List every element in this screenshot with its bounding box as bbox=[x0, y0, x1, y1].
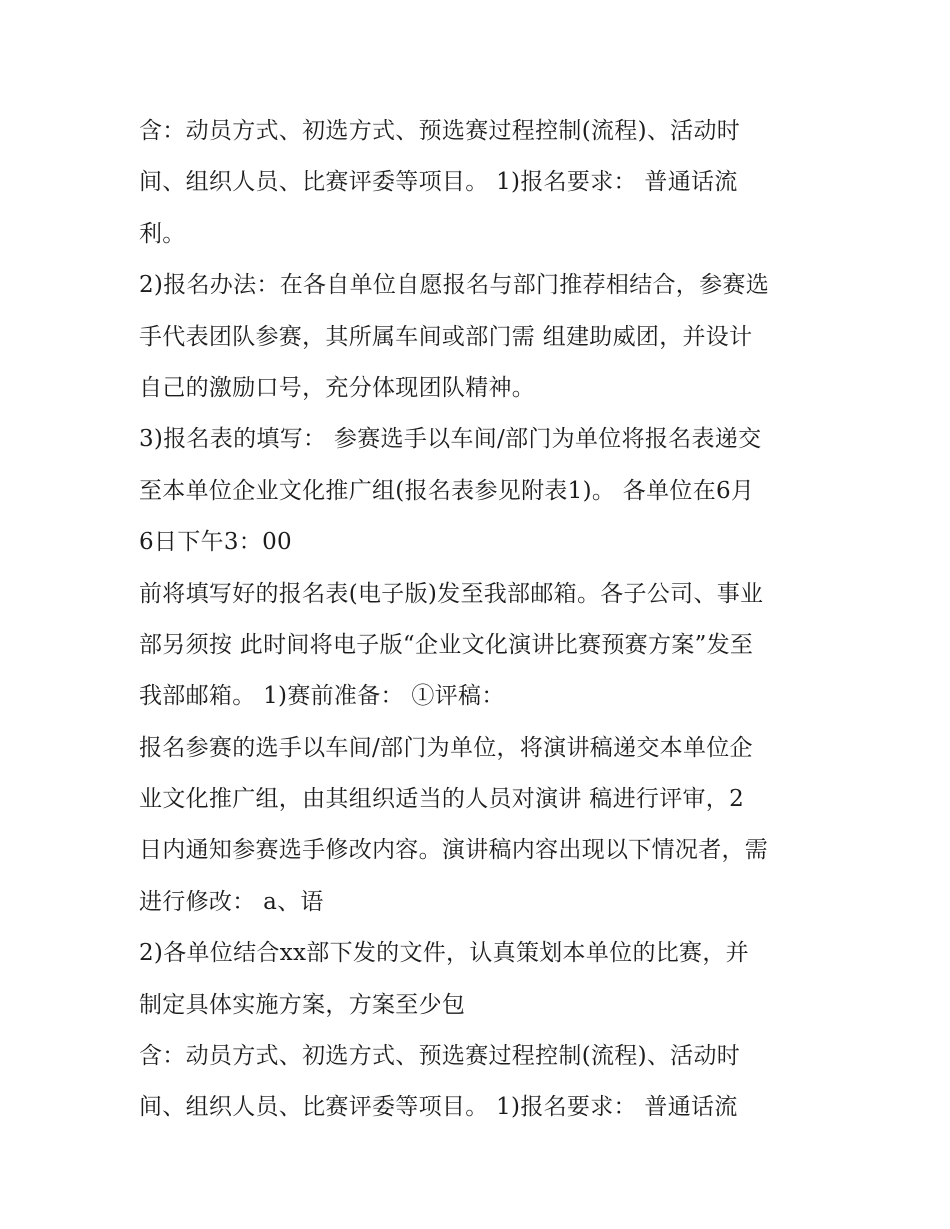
text-line: 3)报名表的填写： 参赛选手以车间/部门为单位将报名表递交 bbox=[139, 426, 762, 453]
text-line: 含：动员方式、初选方式、预选赛过程控制(流程)、活动时 bbox=[139, 1043, 741, 1070]
text-line: 间、组织人员、比赛评委等项目。 1)报名要求： 普通话流 bbox=[139, 169, 738, 196]
text-line: 间、组织人员、比赛评委等项目。 1)报名要求： 普通话流 bbox=[139, 1094, 738, 1121]
text-line: 至本单位企业文化推广组(报名表参见附表1)。 各单位在6月 bbox=[139, 477, 755, 504]
text-line: 部另须按 此时间将电子版“企业文化演讲比赛预赛方案”发至 bbox=[139, 631, 754, 658]
text-line: 利。 bbox=[139, 220, 186, 247]
text-line: 报名参赛的选手以车间/部门为单位，将演讲稿递交本单位企 bbox=[139, 734, 753, 761]
text-line: 自己的激励口号，充分体现团队精神。 bbox=[139, 374, 536, 401]
document-body bbox=[139, 106, 829, 1134]
text-line: 6日下午3：00 bbox=[139, 529, 292, 556]
text-line: 业文化推广组，由其组织适当的人员对演讲 稿进行评审，2 bbox=[139, 786, 745, 813]
text-line: 制定具体实施方案，方案至少包 bbox=[139, 991, 466, 1018]
text-line: 日内通知参赛选手修改内容。演讲稿内容出现以下情况者，需 bbox=[139, 837, 769, 864]
text-line: 含：动员方式、初选方式、预选赛过程控制(流程)、活动时 bbox=[139, 118, 741, 144]
text-line: 2)各单位结合xx部下发的文件，认真策划本单位的比赛，并 bbox=[139, 940, 749, 967]
text-line: 进行修改： a、语 bbox=[139, 888, 324, 915]
text-line: 手代表团队参赛，其所属车间或部门需 组建助威团，并设计 bbox=[139, 323, 753, 350]
text-line: 2)报名办法：在各自单位自愿报名与部门推荐相结合，参赛选 bbox=[139, 272, 770, 299]
text-line: 我部邮箱。 1)赛前准备： ①评稿： bbox=[139, 683, 505, 710]
text-line: 前将填写好的报名表(电子版)发至我部邮箱。各子公司、事业 bbox=[139, 580, 764, 607]
